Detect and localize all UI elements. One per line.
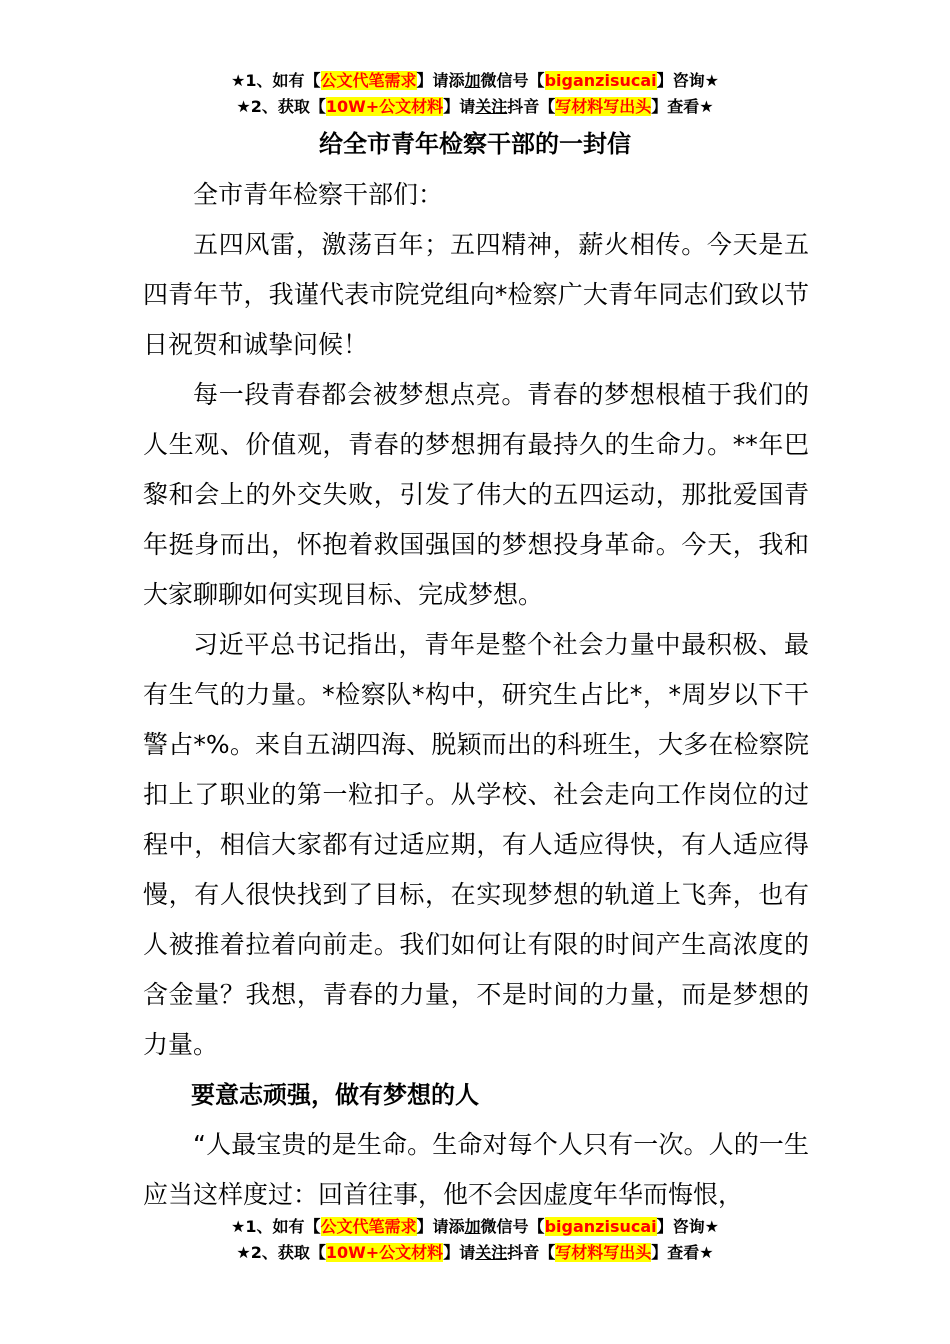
banner-text: 微信号【 bbox=[480, 1217, 545, 1236]
banner-line-2 bbox=[0, 1240, 950, 1266]
header-banner bbox=[0, 68, 950, 120]
banner-text: ★2、获取【 bbox=[236, 97, 326, 116]
document-body bbox=[143, 170, 809, 1220]
highlight-materials: 10W+公文材料 bbox=[325, 1243, 444, 1262]
highlight-douyin-account: 写材料写出头 bbox=[555, 97, 652, 116]
highlight-service: 公文代笔需求 bbox=[320, 71, 417, 90]
banner-line-1 bbox=[0, 1214, 950, 1240]
highlight-douyin-account: 写材料写出头 bbox=[555, 1243, 652, 1262]
banner-text: 】请添 bbox=[416, 71, 465, 90]
footer-banner bbox=[0, 1214, 950, 1266]
highlight-materials: 10W+公文材料 bbox=[325, 97, 444, 116]
paragraph-3: 习近平总书记指出，青年是整个社会力量中最积极、最有生气的力量。*检察队*构中，研究生占比*，*周岁以下干警占*%。来自五湖四海、脱颖而出的科班生，大多在检察院扣上了职业的第一粒扣子。从学校、社会走向工作岗位的过程中，相信大家都有过适应期，有人适应得快，有人适应得慢，有人很快找到了目标，在实现梦想的轨道上飞奔，也有人被推着拉着向前走。我们如何让有限的时间产生高浓度的含金量？我想，青春的力量，不是时间的力量，而是梦想的力量。 bbox=[143, 630, 809, 1059]
banner-underlined-text: 关注 bbox=[475, 97, 508, 116]
salutation: 全市青年检察干部们： bbox=[193, 180, 444, 209]
paragraph-1: 五四风雷，激荡百年；五四精神，薪火相传。今天是五四青年节，我谨代表市院党组向*检察广大青年同志们致以节日祝贺和诚挚问候！ bbox=[143, 230, 809, 359]
paragraph-4: “人最宝贵的是生命。生命对每个人只有一次。人的一生应当这样度过：回首往事，他不会因虚度年华而悔恨， bbox=[143, 1130, 809, 1209]
banner-line-1 bbox=[0, 68, 950, 94]
banner-underlined-text: 关注 bbox=[475, 1243, 508, 1262]
banner-text: 】请添 bbox=[416, 1217, 465, 1236]
section-heading: 要意志顽强，做有梦想的人 bbox=[191, 1081, 479, 1109]
highlight-service: 公文代笔需求 bbox=[320, 1217, 417, 1236]
banner-text: 】查看★ bbox=[651, 97, 714, 116]
banner-line-2 bbox=[0, 94, 950, 120]
banner-text: 】请 bbox=[443, 97, 476, 116]
highlight-wechat-id: biganzisucai bbox=[544, 71, 657, 90]
banner-text: 微信号【 bbox=[480, 71, 545, 90]
banner-text: 】请 bbox=[443, 1243, 476, 1262]
banner-text: ★1、如有【 bbox=[231, 1217, 321, 1236]
banner-text: 】咨询★ bbox=[656, 1217, 719, 1236]
banner-text: 】咨询★ bbox=[656, 71, 719, 90]
banner-text: ★1、如有【 bbox=[231, 71, 321, 90]
document-title: 给全市青年检察干部的一封信 bbox=[319, 130, 631, 158]
banner-text: 抖音【 bbox=[507, 97, 556, 116]
banner-underlined-text: 加 bbox=[464, 71, 481, 90]
banner-text: 】查看★ bbox=[651, 1243, 714, 1262]
highlight-wechat-id: biganzisucai bbox=[544, 1217, 657, 1236]
banner-text: 抖音【 bbox=[507, 1243, 556, 1262]
banner-text: ★2、获取【 bbox=[236, 1243, 326, 1262]
paragraph-2: 每一段青春都会被梦想点亮。青春的梦想根植于我们的人生观、价值观，青春的梦想拥有最持久的生命力。**年巴黎和会上的外交失败，引发了伟大的五四运动，那批爱国青年挺身而出，怀抱着救国强国的梦想投身革命。今天，我和大家聊聊如何实现目标、完成梦想。 bbox=[143, 380, 809, 609]
banner-underlined-text: 加 bbox=[464, 1217, 481, 1236]
